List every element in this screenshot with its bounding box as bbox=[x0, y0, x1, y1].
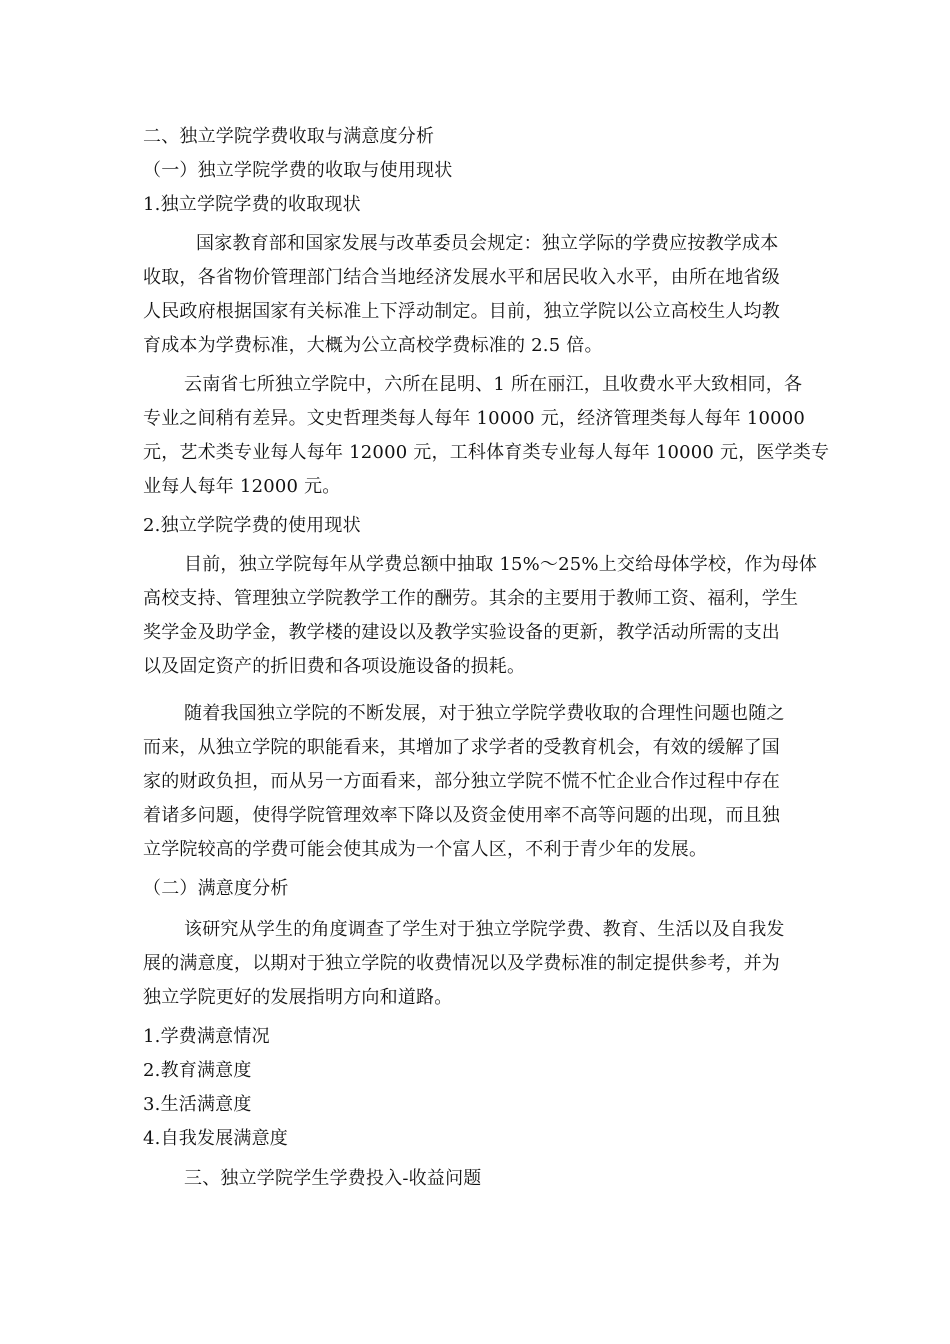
paragraph-line: 该研究从学生的角度调查了学生对于独立学院学费、教育、生活以及自我发 bbox=[184, 919, 785, 940]
section-heading-3: 三、独立学院学生学费投入-收益问题 bbox=[184, 1168, 482, 1189]
list-item: 1.学费满意情况 bbox=[143, 1026, 270, 1047]
section-heading-2: 二、独立学院学费收取与满意度分析 bbox=[143, 126, 435, 147]
paragraph-line: 立学院较高的学费可能会使其成为一个富人区，不利于青少年的发展。 bbox=[143, 839, 708, 860]
paragraph-line: 目前，独立学院每年从学费总额中抽取 15%～25%上交给母体学校，作为母体 bbox=[184, 554, 818, 575]
subheading-1: 1.独立学院学费的收取现状 bbox=[143, 194, 361, 215]
paragraph-line: 人民政府根据国家有关标准上下浮动制定。目前，独立学院以公立高校生人均教 bbox=[143, 301, 780, 322]
subheading-2: 2.独立学院学费的使用现状 bbox=[143, 515, 361, 536]
list-item: 4.自我发展满意度 bbox=[143, 1128, 288, 1149]
paragraph-line: 以及固定资产的折旧费和各项设施设备的损耗。 bbox=[143, 656, 526, 677]
paragraph-line: 着诸多问题，使得学院管理效率下降以及资金使用率不高等问题的出现，而且独 bbox=[143, 805, 780, 826]
paragraph-line: 高校支持、管理独立学院教学工作的酬劳。其余的主要用于教师工资、福利，学生 bbox=[143, 588, 799, 609]
paragraph-line: 随着我国独立学院的不断发展，对于独立学院学费收取的合理性问题也随之 bbox=[184, 703, 785, 724]
paragraph-line: 收取，各省物价管理部门结合当地经济发展水平和居民收入水平，由所在地省级 bbox=[143, 267, 780, 288]
list-item: 2.教育满意度 bbox=[143, 1060, 252, 1081]
paragraph-line: 专业之间稍有差异。文史哲理类每人每年 10000 元，经济管理类每人每年 10000 bbox=[143, 408, 806, 429]
paragraph-line: 展的满意度，以期对于独立学院的收费情况以及学费标准的制定提供参考，并为 bbox=[143, 953, 780, 974]
list-item: 3.生活满意度 bbox=[143, 1094, 252, 1115]
paragraph-line: 业每人每年 12000 元。 bbox=[143, 476, 341, 497]
subsection-heading-2: （二）满意度分析 bbox=[143, 878, 289, 899]
paragraph-line: 家的财政负担，而从另一方面看来，部分独立学院不慌不忙企业合作过程中存在 bbox=[143, 771, 780, 792]
paragraph-line: 奖学金及助学金，教学楼的建设以及教学实验设备的更新，教学活动所需的支出 bbox=[143, 622, 780, 643]
paragraph-line: 育成本为学费标准，大概为公立高校学费标准的 2.5 倍。 bbox=[143, 335, 603, 356]
paragraph-line: 云南省七所独立学院中，六所在昆明、1 所在丽江，且收费水平大致相同，各 bbox=[184, 374, 803, 395]
paragraph-line: 元，艺术类专业每人每年 12000 元，工科体育类专业每人每年 10000 元，医学类专 bbox=[143, 442, 830, 463]
paragraph-line: 国家教育部和国家发展与改革委员会规定：独立学际的学费应按教学成本 bbox=[196, 233, 779, 254]
paragraph-line: 而来，从独立学院的职能看来，其增加了求学者的受教育机会，有效的缓解了国 bbox=[143, 737, 780, 758]
paragraph-line: 独立学院更好的发展指明方向和道路。 bbox=[143, 987, 453, 1008]
subsection-heading-1: （一）独立学院学费的收取与使用现状 bbox=[143, 160, 453, 181]
